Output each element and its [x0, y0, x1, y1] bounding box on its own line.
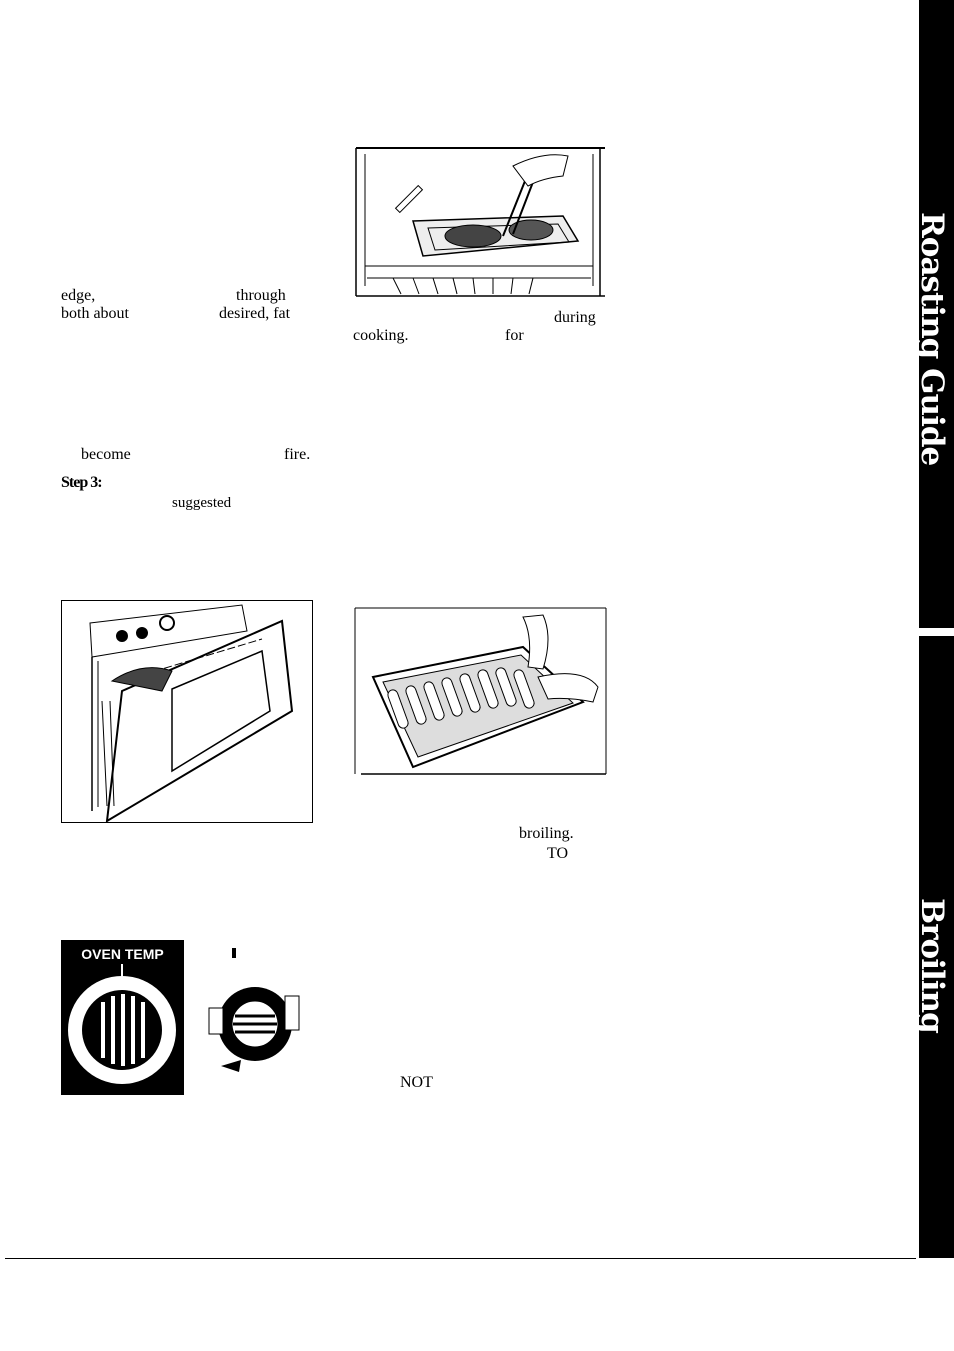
text-for: for: [505, 327, 524, 344]
text-not: NOT: [400, 1074, 433, 1091]
roasting-guide-tab: [914, 0, 954, 628]
steak-broil-illustration: [353, 146, 607, 298]
text-suggested: suggested: [172, 495, 232, 511]
text-to: TO: [547, 845, 569, 862]
text-through: through: [236, 287, 286, 304]
broiler-pan-illustration: [353, 607, 607, 775]
oven-temp-title: OVEN TEMP: [81, 946, 164, 962]
text-broiling: broiling.: [519, 825, 574, 842]
oven-temp-panel: [61, 940, 184, 1095]
broiling-tab: [914, 636, 954, 1258]
text-both-about: both about: [61, 305, 129, 322]
bullet-mark: [232, 948, 236, 958]
broiling-tab-label: Broiling: [914, 898, 950, 1033]
text-desired-fat: desired, fat: [219, 305, 291, 322]
text-become: become: [81, 446, 131, 463]
roasting-guide-tab-label: Roasting Guide: [914, 212, 950, 466]
text-edge: edge,: [61, 287, 96, 304]
text-during: during: [554, 309, 596, 326]
text-cooking: cooking.: [353, 327, 409, 344]
step-3-label: Step 3:: [61, 474, 102, 491]
mode-selector-dial: [205, 960, 305, 1072]
oven-door-illustration: [61, 600, 313, 823]
bottom-rule: [5, 1258, 916, 1259]
text-fire: fire.: [284, 446, 311, 463]
